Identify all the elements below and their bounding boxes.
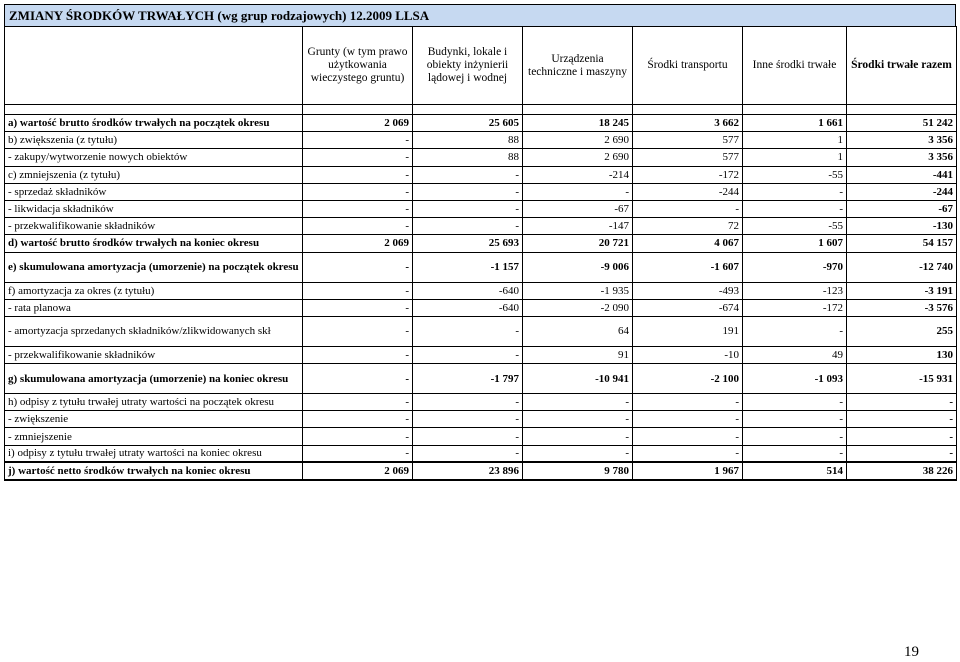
row-value-cell: - [633,428,743,445]
row-value-cell: 2 069 [303,235,413,252]
table-row [5,200,957,217]
row-value-cell: -1 607 [633,252,743,282]
row-value-cell: - [523,445,633,462]
row-value-cell: 2 069 [303,115,413,132]
row-label: f) amortyzacja za okres (z tytułu) [5,282,303,299]
row-value-cell: -123 [743,282,847,299]
row-value-cell: 577 [633,132,743,149]
row-label: - przekwalifikowanie składników [5,218,303,235]
row-total-cell: 3 356 [847,149,957,166]
row-value-cell: -55 [743,166,847,183]
row-value-cell: - [413,166,523,183]
row-value-cell: -244 [633,183,743,200]
row-total-cell: - [847,428,957,445]
row-value-cell: - [413,411,523,428]
row-value-cell: 18 245 [523,115,633,132]
row-value-cell: 72 [633,218,743,235]
row-value-cell: - [303,316,413,346]
row-value-cell: 191 [633,316,743,346]
row-value-cell: -9 006 [523,252,633,282]
table-row [5,299,957,316]
row-label: - sprzedaż składników [5,183,303,200]
row-value-cell: -493 [633,282,743,299]
row-value-cell: - [743,445,847,462]
row-value-cell: - [303,282,413,299]
row-value-cell: 20 721 [523,235,633,252]
row-value-cell: - [523,183,633,200]
row-value-cell: 23 896 [413,462,523,479]
row-total-cell: 255 [847,316,957,346]
row-value-cell: - [633,200,743,217]
row-value-cell: 4 067 [633,235,743,252]
row-value-cell: 3 662 [633,115,743,132]
column-header-total: Środki trwałe razem [847,27,957,105]
table-row [5,183,957,200]
table-row [5,445,957,462]
row-value-cell: -214 [523,166,633,183]
row-label: - przekwalifikowanie składników [5,346,303,363]
row-value-cell: - [303,183,413,200]
row-total-cell: 38 226 [847,462,957,479]
row-value-cell: - [743,183,847,200]
row-value-cell: - [743,394,847,411]
table-row [5,316,957,346]
row-total-cell: - [847,394,957,411]
row-value-cell: -640 [413,282,523,299]
row-value-cell: - [633,394,743,411]
row-value-cell: -1 797 [413,364,523,394]
row-total-cell: -12 740 [847,252,957,282]
table-row [5,218,957,235]
row-value-cell: -1 093 [743,364,847,394]
row-value-cell: 2 690 [523,132,633,149]
table-row [5,411,957,428]
row-label: - rata planowa [5,299,303,316]
row-value-cell: 2 069 [303,462,413,479]
row-total-cell: -3 576 [847,299,957,316]
row-value-cell: - [743,411,847,428]
table-row [5,252,957,282]
row-value-cell: - [743,200,847,217]
header-gap-row [5,105,957,115]
header-corner [5,27,303,105]
row-label: d) wartość brutto środków trwałych na koniec okresu [5,235,303,252]
row-value-cell: 514 [743,462,847,479]
row-total-cell: 54 157 [847,235,957,252]
page-number: 19 [904,644,919,660]
row-total-cell: -130 [847,218,957,235]
column-header: Grunty (w tym prawo użytkowania wieczystego gruntu) [303,27,413,105]
row-label: j) wartość netto środków trwałych na koniec okresu [5,462,303,479]
row-value-cell: 64 [523,316,633,346]
row-value-cell: - [303,411,413,428]
row-value-cell: 1 [743,132,847,149]
column-header: Inne środki trwałe [743,27,847,105]
row-value-cell: -674 [633,299,743,316]
row-value-cell: 88 [413,132,523,149]
table-row [5,166,957,183]
row-value-cell: - [523,394,633,411]
row-value-cell: -640 [413,299,523,316]
row-value-cell: - [303,200,413,217]
table-row [5,235,957,252]
table-row [5,282,957,299]
row-value-cell: - [413,316,523,346]
row-total-cell: -67 [847,200,957,217]
row-value-cell: - [743,316,847,346]
row-value-cell: 1 967 [633,462,743,479]
row-value-cell: -67 [523,200,633,217]
row-value-cell: - [303,445,413,462]
row-label: - zakupy/wytworzenie nowych obiektów [5,149,303,166]
table-body [5,115,957,480]
row-label: - zmniejszenie [5,428,303,445]
row-value-cell: - [413,428,523,445]
row-value-cell: - [413,218,523,235]
row-value-cell: - [303,299,413,316]
row-value-cell: -55 [743,218,847,235]
row-total-cell: -441 [847,166,957,183]
row-value-cell: 25 693 [413,235,523,252]
sheet-title: ZMIANY ŚRODKÓW TRWAŁYCH (wg grup rodzajowych) 12.2009 LLSA [4,4,956,26]
row-value-cell: -172 [633,166,743,183]
row-value-cell: -10 [633,346,743,363]
row-value-cell: - [303,218,413,235]
table-row [5,115,957,132]
row-value-cell: 88 [413,149,523,166]
table-row [5,149,957,166]
row-value-cell: - [303,346,413,363]
column-header: Środki transportu [633,27,743,105]
row-value-cell: - [303,364,413,394]
row-value-cell: - [413,183,523,200]
column-header: Urządzenia techniczne i maszyny [523,27,633,105]
row-label: c) zmniejszenia (z tytułu) [5,166,303,183]
row-value-cell: - [523,411,633,428]
row-label: a) wartość brutto środków trwałych na początek okresu [5,115,303,132]
row-value-cell: - [303,394,413,411]
row-value-cell: 1 [743,149,847,166]
row-total-cell: 3 356 [847,132,957,149]
table-row [5,364,957,394]
row-value-cell: -147 [523,218,633,235]
row-value-cell: 25 605 [413,115,523,132]
row-total-cell: -3 191 [847,282,957,299]
row-total-cell: 51 242 [847,115,957,132]
row-value-cell: -970 [743,252,847,282]
row-value-cell: - [413,394,523,411]
row-value-cell: 2 690 [523,149,633,166]
row-value-cell: -172 [743,299,847,316]
row-value-cell: - [413,346,523,363]
row-value-cell: - [413,200,523,217]
row-value-cell: 91 [523,346,633,363]
table-row [5,132,957,149]
row-value-cell: - [413,445,523,462]
row-value-cell: - [743,428,847,445]
row-value-cell: - [303,132,413,149]
row-label: e) skumulowana amortyzacja (umorzenie) na początek okresu [5,252,303,282]
row-value-cell: 49 [743,346,847,363]
table-row [5,462,957,479]
row-total-cell: 130 [847,346,957,363]
row-value-cell: 1 661 [743,115,847,132]
row-value-cell: - [523,428,633,445]
row-total-cell: -244 [847,183,957,200]
row-value-cell: - [303,428,413,445]
table-row [5,394,957,411]
asset-changes-sheet [4,4,956,481]
row-value-cell: -2 090 [523,299,633,316]
row-label: h) odpisy z tytułu trwałej utraty wartości na początek okresu [5,394,303,411]
row-value-cell: 1 607 [743,235,847,252]
row-total-cell: - [847,445,957,462]
row-value-cell: 577 [633,149,743,166]
row-label: i) odpisy z tytułu trwałej utraty wartości na koniec okresu [5,445,303,462]
header-row [5,27,957,105]
table-row [5,428,957,445]
row-label: - zwiększenie [5,411,303,428]
row-label: b) zwiększenia (z tytułu) [5,132,303,149]
row-value-cell: - [303,166,413,183]
row-value-cell: -1 157 [413,252,523,282]
row-value-cell: - [633,411,743,428]
row-label: - amortyzacja sprzedanych składników/zlikwidowanych skł [5,316,303,346]
row-value-cell: - [303,252,413,282]
row-label: g) skumulowana amortyzacja (umorzenie) na koniec okresu [5,364,303,394]
row-total-cell: - [847,411,957,428]
row-value-cell: -1 935 [523,282,633,299]
fixed-assets-table [4,26,957,481]
row-value-cell: - [633,445,743,462]
table-row [5,346,957,363]
column-header: Budynki, lokale i obiekty inżynierii lądowej i wodnej [413,27,523,105]
row-value-cell: - [303,149,413,166]
row-value-cell: -10 941 [523,364,633,394]
row-label: - likwidacja składników [5,200,303,217]
row-value-cell: -2 100 [633,364,743,394]
row-value-cell: 9 780 [523,462,633,479]
row-total-cell: -15 931 [847,364,957,394]
